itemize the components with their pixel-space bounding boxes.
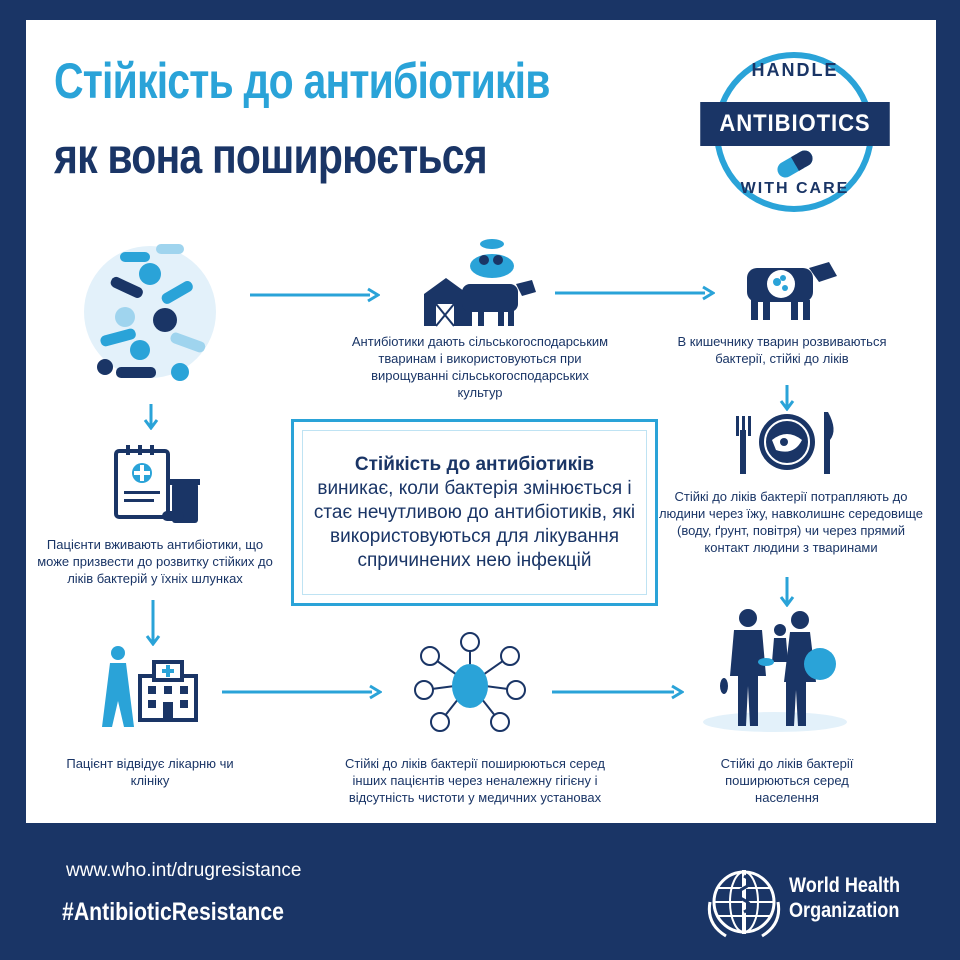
caption-food-environment: Стійкі до ліків бактерії потрапляють до людини через їжу, навколишнє середовище (воду, ґрунт, повітря) чи через прямий контакт людини з тваринами xyxy=(658,489,924,555)
food-plate-icon xyxy=(732,410,842,474)
definition-inner xyxy=(302,430,647,595)
caption-patients: Пацієнти вживають антибіотики, що може призвести до розвитку стійких до ліків бактерій у їхніх шлунках xyxy=(37,537,273,586)
arrow-right-2 xyxy=(555,285,715,301)
definition-body: виникає, коли бактерія змінюється і стає нечутливою до антибіотиків, які використовуються для лікування спричинених нею інфекцій xyxy=(313,477,636,571)
arrow-down-3 xyxy=(779,385,795,411)
infected-cow-icon xyxy=(745,256,841,322)
farm-animal-icon xyxy=(420,236,540,328)
caption-population: Стійкі до ліків бактерії поширюються серед населення xyxy=(720,756,854,805)
footer-url-link[interactable]: www.who.int/drugresistance xyxy=(66,860,302,881)
arrow-right-1 xyxy=(250,287,380,303)
definition-headline: Стійкість до антибіотиків xyxy=(354,453,595,475)
badge-bottom-text: WITH CARE xyxy=(740,180,850,197)
caption-hospital-spread: Стійкі до ліків бактерії поширюються серед інших пацієнтів через неналежну гігієну і відсутність чистоти у медичних установах xyxy=(344,756,606,805)
definition-box xyxy=(291,419,658,606)
hospital-icon xyxy=(138,658,198,722)
caption-animal-gut: В кишечнику тварин розвиваються бактерії, стійкі до ліків xyxy=(677,334,887,366)
arrow-right-3 xyxy=(222,684,382,700)
capsule-icon xyxy=(770,150,820,178)
caption-hospital-visit: Пацієнт відвідує лікарню чи клініку xyxy=(66,756,234,788)
who-name-line1: World Health xyxy=(789,874,901,897)
arrow-down-1 xyxy=(143,404,159,430)
family-infection-icon xyxy=(700,606,850,734)
who-name-line2: Organization xyxy=(789,899,900,922)
arrow-right-4 xyxy=(552,684,684,700)
caption-agriculture: Антибіотики дають сільськогосподарським тваринам і використовуються при вирощуванні сільськогосподарських культур xyxy=(351,334,609,400)
who-emblem-icon xyxy=(704,862,784,942)
badge-band-text: ANTIBIOTICS xyxy=(700,102,890,146)
bacteria-network-icon xyxy=(410,632,530,736)
arrow-down-4 xyxy=(779,577,795,607)
footer-hashtag[interactable]: #AntibioticResistance xyxy=(62,898,285,926)
page-title: Стійкість до антибіотиків xyxy=(54,53,550,109)
handle-with-care-badge xyxy=(692,52,898,228)
pills-icon xyxy=(80,232,220,392)
badge-top-text: HANDLE xyxy=(751,60,839,80)
who-name xyxy=(789,873,900,923)
prescription-icon xyxy=(110,443,202,533)
patient-walking-icon xyxy=(98,645,138,729)
page-subtitle: як вона поширюється xyxy=(54,128,487,184)
arrow-down-2 xyxy=(145,600,161,646)
